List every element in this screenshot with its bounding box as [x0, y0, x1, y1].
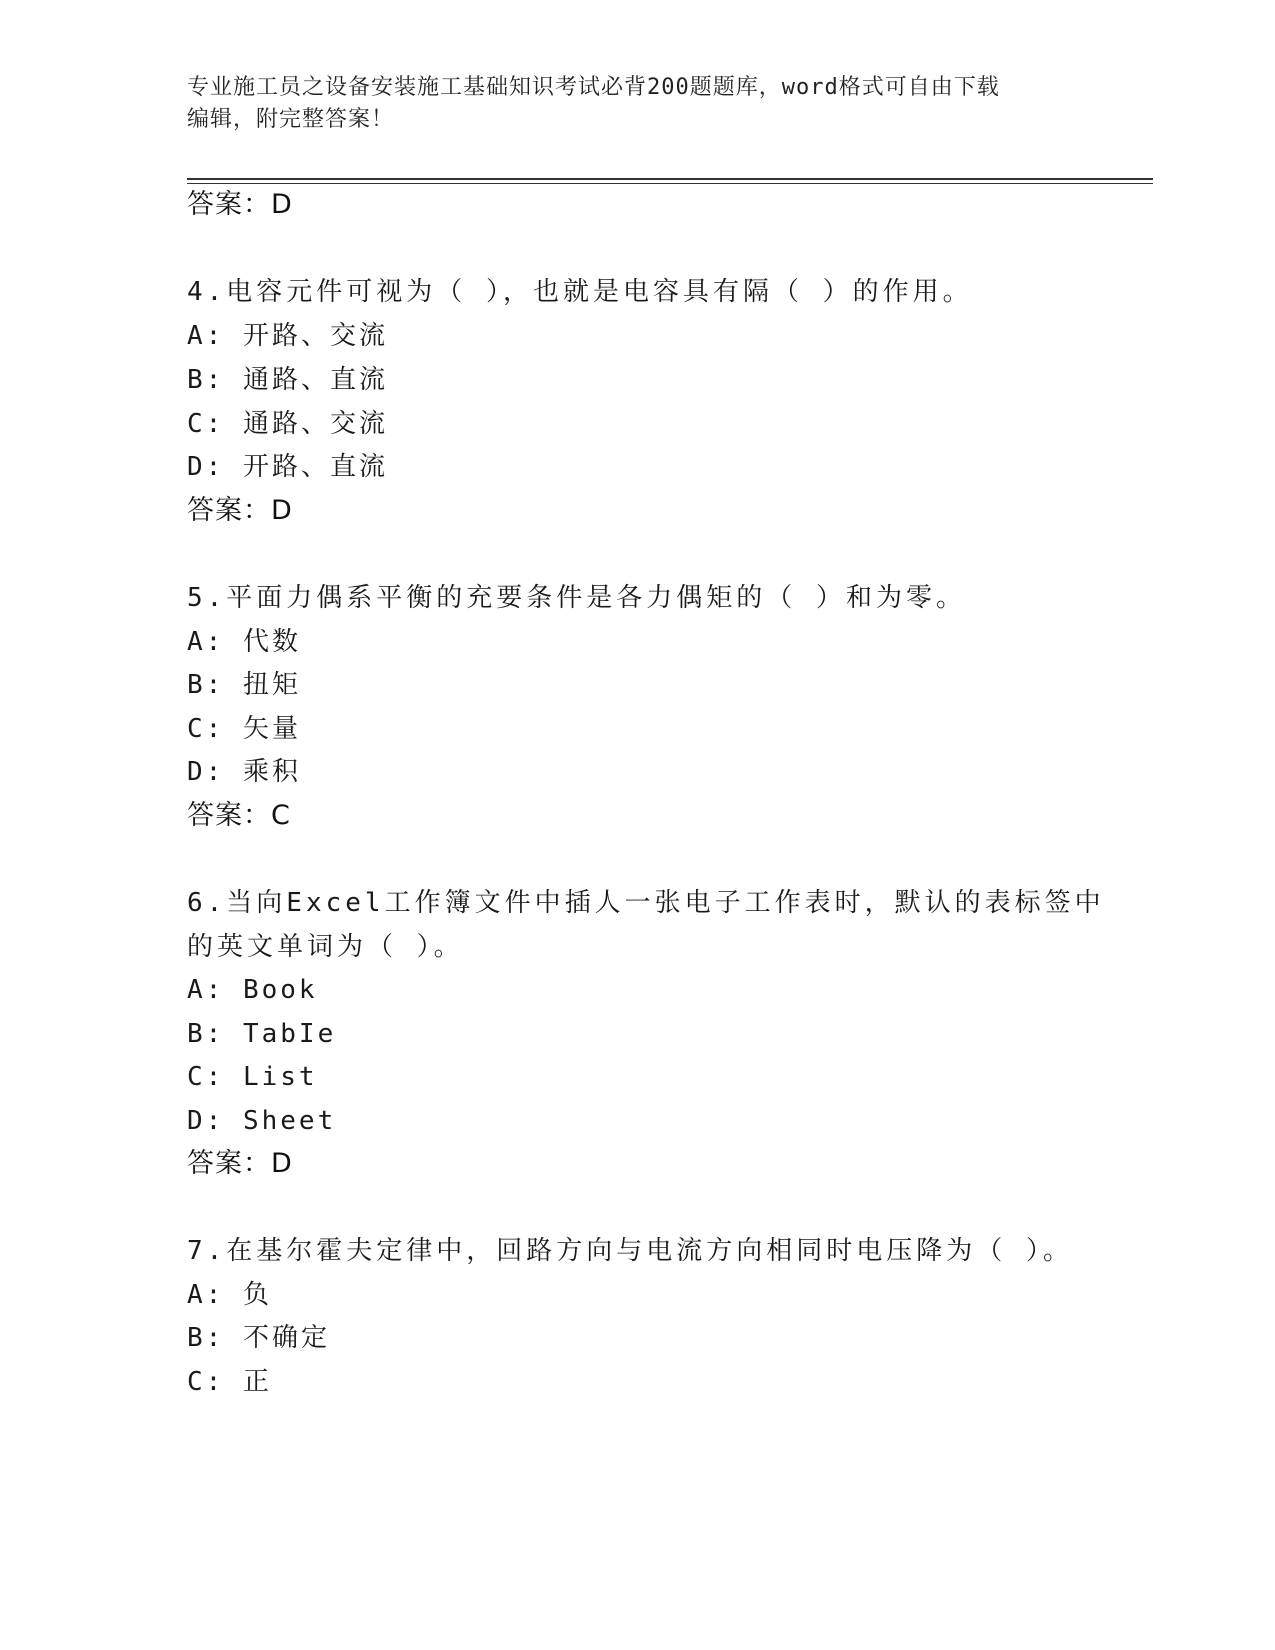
question-4-option-a: A: 开路、交流 [187, 321, 388, 351]
question-7-option-b: B: 不确定 [187, 1323, 330, 1353]
question-6-option-d: D: Sheet [187, 1106, 337, 1136]
question-6-stem-line-1: 6.当向Excel工作簿文件中插人一张电子工作表时，默认的表标签中 [187, 888, 1105, 918]
question-5-option-b: B: 扭矩 [187, 670, 301, 700]
question-4-option-d: D: 开路、直流 [187, 452, 388, 482]
header-line-1: 专业施工员之设备安装施工基础知识考试必背200题题库，word格式可自由下载 [187, 75, 1000, 100]
question-4-option-c: C: 通路、交流 [187, 409, 388, 439]
question-6-option-c: C: List [187, 1062, 318, 1092]
question-7-stem: 7.在基尔霍夫定律中，回路方向与电流方向相同时电压降为（ ）。 [187, 1236, 1073, 1266]
document-header [187, 72, 1067, 136]
answer-q6: 答案：D [187, 1148, 293, 1179]
question-5-option-c: C: 矢量 [187, 714, 301, 744]
question-5-stem: 5.平面力偶系平衡的充要条件是各力偶矩的（ ）和为零。 [187, 583, 966, 613]
question-6-option-b: B: TabIe [187, 1019, 337, 1049]
question-5-option-d: D: 乘积 [187, 757, 301, 787]
header-rule-thick [187, 178, 1153, 180]
question-7-option-c: C: 正 [187, 1367, 272, 1397]
question-7-option-a: A: 负 [187, 1280, 272, 1310]
question-5-option-a: A: 代数 [187, 627, 301, 657]
question-4-stem: 4.电容元件可视为（ ），也就是电容具有隔（ ）的作用。 [187, 277, 973, 307]
answer-q3: 答案：D [187, 189, 293, 220]
answer-q4: 答案：D [187, 495, 293, 526]
question-6-option-a: A: Book [187, 975, 318, 1005]
question-4-option-b: B: 通路、直流 [187, 365, 388, 395]
question-6-stem-line-2: 的英文单词为（ ）。 [187, 932, 464, 962]
answer-q5: 答案：C [187, 800, 291, 831]
header-rule-thin [187, 183, 1153, 184]
header-line-2: 编辑，附完整答案！ [187, 107, 395, 132]
